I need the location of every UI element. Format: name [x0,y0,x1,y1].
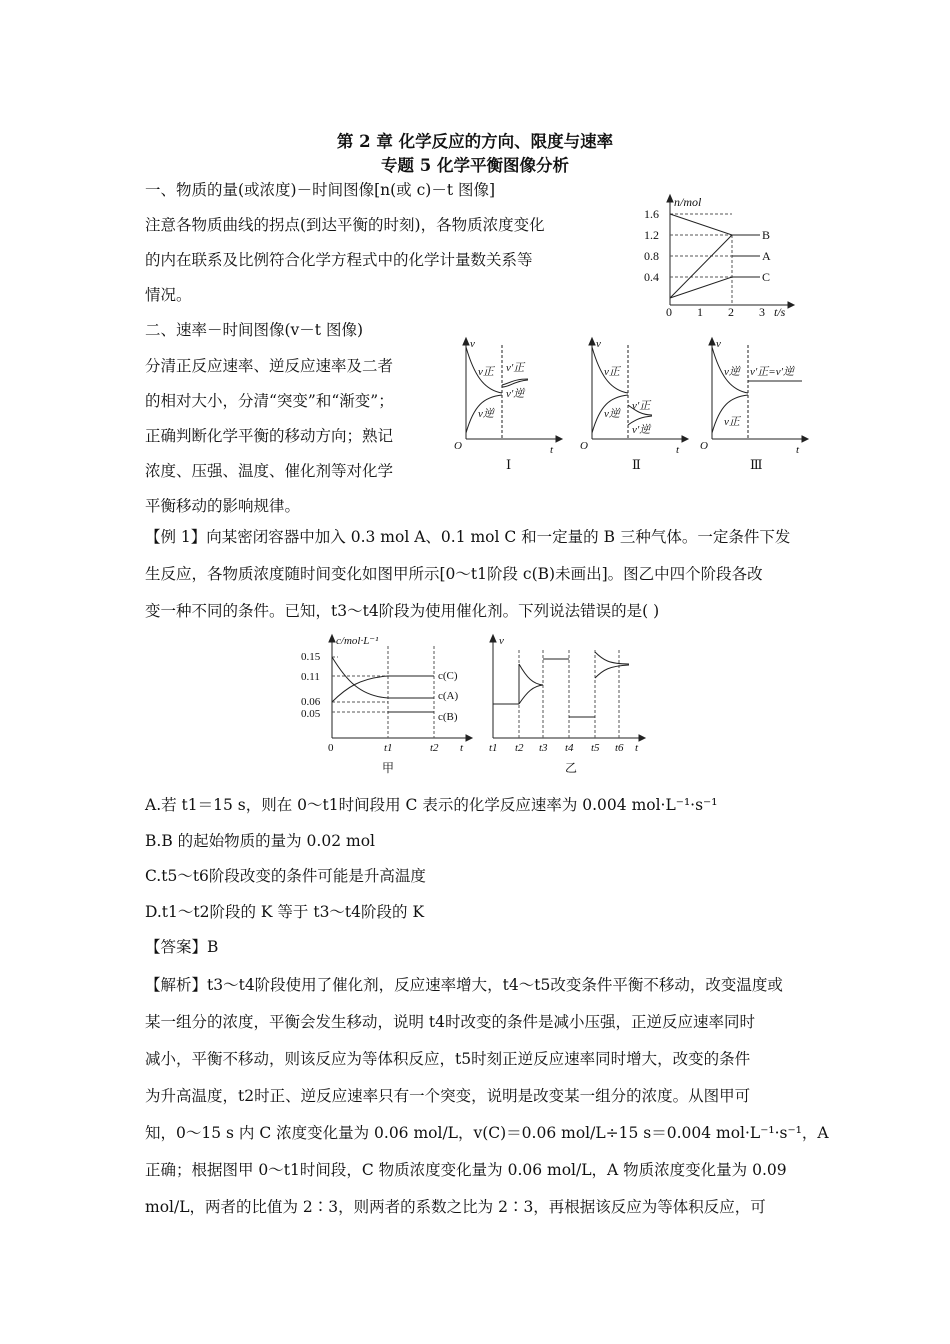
arrow-3v [709,338,715,345]
y-tick: 0.15 [301,651,321,663]
caption-3: Ⅲ [750,457,763,472]
label-v-reverse-prime: v′逆 [632,424,651,436]
example-line: 生反应，各物质浓度随时间变化如图甲所示[0～t1阶段 c(B)未画出]。图乙中四个阶段各改 [145,565,763,583]
x-tick: t1 [489,742,498,754]
label-origin: O [700,440,708,452]
section2-line: 正确判断化学平衡的移动方向；熟记 [145,427,394,445]
y-tick: 1.6 [644,207,659,221]
arrow-2 [682,436,688,442]
label-v-forward-prime: v′正 [506,362,525,374]
rate-curve [595,665,629,678]
y-tick: 0.11 [301,671,320,683]
analysis-line: 知，0～15 s 内 C 浓度变化量为 0.06 mol/L，v(C)＝0.06 mol/L÷15 s＝0.004 mol·L⁻¹·s⁻¹，A [145,1124,829,1142]
label-v-forward: v正 [604,366,620,378]
y-tick: 0.05 [301,708,321,720]
option-a: A.若 t1＝15 s，则在 0～t1时间段用 C 表示的化学反应速率为 0.004 mol·L⁻¹·s⁻¹ [145,796,718,814]
arrow-3 [802,436,808,442]
option-b: B.B 的起始物质的量为 0.02 mol [145,832,375,850]
label-t: t [550,444,554,456]
label-origin: O [454,440,462,452]
analysis-line: mol/L，两者的比值为 2∶3，则两者的系数之比为 2∶3，再根据该反应为等体积反应，可 [145,1198,766,1216]
label-v-reverse: v逆 [604,408,620,420]
analysis-line: 【解析】t3～t4阶段使用了催化剂，反应速率增大，t4～t5改变条件平衡不移动，改变温度或 [145,976,783,994]
label-origin: O [580,440,588,452]
series-label-B: c(B) [438,711,458,723]
y-arrow [667,195,673,202]
chapter-title: 第 2 章 化学反应的方向、限度与速率 [336,132,614,151]
y-axis-label: v [499,635,504,647]
series-label-B: B [762,228,771,242]
label-v-reverse: v逆 [478,408,494,420]
x-tick: 1 [697,305,703,318]
section1-line: 情况。 [145,286,192,304]
series-label-A: A [762,249,771,263]
arrow-1 [556,436,562,442]
label-v-reverse-prime: v′逆 [506,388,525,400]
series-line-C [670,277,760,298]
x-tick: t6 [615,742,624,754]
x-tick: 0 [328,742,334,754]
caption: 甲 [382,761,395,775]
series-line-A [332,657,434,698]
label-v-forward-prime: v′正 [632,400,651,412]
x-axis-label: t [635,742,639,754]
x-axis-label: t [460,742,464,754]
caption: 乙 [565,761,578,775]
y-axis-label: n/mol [674,195,702,209]
section2-line: 浓度、压强、温度、催化剂等对化学 [145,462,394,480]
x-axis-label: t/s [774,305,786,318]
caption-1: Ⅰ [506,457,512,472]
answer: 【答案】B [145,938,219,956]
v-t-graphs [452,335,812,475]
section1-heading: 一、物质的量(或浓度)－时间图像[n(或 c)－t 图像] [145,181,496,199]
section1-line: 的内在联系及比例符合化学方程式中的化学计量数关系等 [145,251,533,269]
x-tick: t2 [430,742,439,754]
arrow-1v [463,338,469,345]
y-tick: 0.4 [644,270,659,284]
x-tick: t2 [515,742,524,754]
section2-line: 平衡移动的影响规律。 [145,497,301,515]
x-arrow [466,735,472,741]
label-equal: v′正=v′逆 [750,366,794,378]
x-tick: 0 [666,305,672,318]
analysis-line: 正确；根据图甲 0～t1时间段，C 物质浓度变化量为 0.06 mol/L，A 物质浓度变化量为 0.09 [145,1161,787,1179]
label-v-reverse: v逆 [724,366,740,378]
y-arrow [490,635,496,642]
topic-title: 专题 5 化学平衡图像分析 [381,156,569,175]
x-tick: t4 [565,742,574,754]
series-line-B [670,214,760,235]
option-d: D.t1～t2阶段的 K 等于 t3～t4阶段的 K [145,903,425,921]
series-label-C: c(C) [438,670,458,682]
x-tick: t5 [591,742,600,754]
figure-jia [298,630,478,780]
figure-yi [485,630,655,780]
analysis-line: 减小，平衡不移动，则该反应为等体积反应，t5时刻正逆反应速率同时增大，改变的条件 [145,1050,751,1068]
y-arrow [329,635,335,642]
curve-forward-prime-1 [502,379,528,385]
series-line-B-rise [670,235,732,298]
y-tick: 0.06 [301,696,321,708]
series-label-C: C [762,270,771,284]
label-t: t [796,444,800,456]
label-v: v [716,338,721,350]
label-v: v [596,338,601,350]
series-label-A: c(A) [438,690,459,702]
section2-line: 的相对大小，分清“突变”和“渐变”； [145,392,394,410]
arrow-2v [589,338,595,345]
n-t-graph [640,190,800,318]
section2-line: 分清正反应速率、逆反应速率及二者 [145,357,394,375]
y-tick: 0.8 [644,249,659,263]
rate-curve [595,652,629,664]
rate-curve [519,685,543,704]
x-tick: 2 [728,305,734,318]
label-v: v [470,338,475,350]
section1-line: 注意各物质曲线的拐点(到达平衡的时刻)，各物质浓度变化 [145,216,545,234]
x-arrow [639,735,645,741]
analysis-line: 为升高温度，t2时正、逆反应速率只有一个突变，说明是改变某一组分的浓度。从图甲可 [145,1087,751,1105]
label-t: t [676,444,680,456]
y-axis-label: c/mol·L⁻¹ [336,635,379,647]
rate-curve [519,664,543,685]
label-v-forward: v正 [478,366,494,378]
example-line: 【例 1】向某密闭容器中加入 0.3 mol A、0.1 mol C 和一定量的 B 三种气体。一定条件下发 [145,528,791,546]
example-line: 变一种不同的条件。已知，t3～t4阶段为使用催化剂。下列说法错误的是( ) [145,602,660,620]
x-arrow [788,302,794,308]
label-v-forward: v正 [724,416,740,428]
analysis-line: 某一组分的浓度，平衡会发生移动，说明 t4时改变的条件是减小压强，正逆反应速率同时 [145,1013,756,1031]
x-tick: 3 [759,305,765,318]
section2-heading: 二、速率－时间图像(v－t 图像) [145,321,364,339]
x-tick: t3 [539,742,548,754]
y-tick: 1.2 [644,228,659,242]
caption-2: Ⅱ [632,457,641,472]
x-tick: t1 [384,742,393,754]
option-c: C.t5～t6阶段改变的条件可能是升高温度 [145,867,426,885]
